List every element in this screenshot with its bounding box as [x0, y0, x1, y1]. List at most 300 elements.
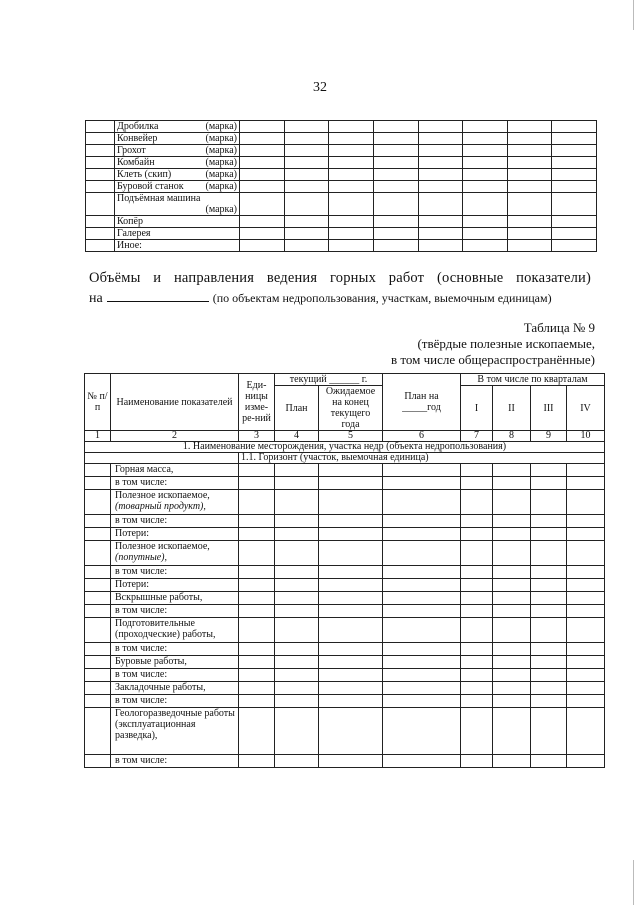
indicator-row — [85, 682, 605, 695]
equipment-value-cell — [552, 240, 597, 252]
equipment-name-cell — [115, 216, 240, 228]
equipment-num-cell — [86, 157, 115, 169]
equipment-value-cell — [240, 121, 285, 133]
indicator-label-cell — [111, 528, 239, 541]
equipment-value-cell — [284, 145, 329, 157]
indicator-label: Горная масса, — [115, 464, 174, 475]
indicator-value-cell — [461, 515, 493, 528]
indicator-value-cell — [567, 669, 605, 682]
equipment-value-cell — [329, 216, 374, 228]
section-row — [85, 442, 605, 453]
indicator-label: в том числе: — [115, 643, 168, 654]
indicator-row — [85, 605, 605, 618]
indicator-value-cell — [383, 477, 461, 490]
equipment-value-cell — [463, 121, 508, 133]
equipment-value-cell — [418, 121, 463, 133]
equipment-value-cell — [284, 216, 329, 228]
column-number: 5 — [319, 431, 383, 442]
header-plan: План — [275, 386, 319, 431]
equipment-value-cell — [507, 216, 552, 228]
indicator-value-cell — [531, 618, 567, 643]
indicator-value-cell — [567, 682, 605, 695]
indicator-value-cell — [319, 477, 383, 490]
indicator-value-cell — [567, 708, 605, 755]
column-number: 9 — [531, 431, 567, 442]
equipment-name: Дробилка — [117, 121, 159, 132]
indicator-value-cell — [319, 669, 383, 682]
indicator-value-cell — [319, 528, 383, 541]
indicator-num-cell — [85, 695, 111, 708]
equipment-value-cell — [329, 169, 374, 181]
indicator-value-cell — [461, 669, 493, 682]
indicator-value-cell — [531, 682, 567, 695]
indicator-label: Подготовительные (проходческие) работы, — [115, 618, 216, 640]
indicator-row — [85, 541, 605, 566]
indicator-num-cell — [85, 643, 111, 656]
indicator-value-cell — [319, 579, 383, 592]
indicator-value-cell — [319, 605, 383, 618]
indicator-value-cell — [461, 656, 493, 669]
indicator-value-cell — [383, 656, 461, 669]
indicator-num-cell — [85, 464, 111, 477]
column-number: 2 — [111, 431, 239, 442]
header-name: Наименование показателей — [111, 374, 239, 431]
header-q4: IV — [567, 386, 605, 431]
indicator-value-cell — [531, 708, 567, 755]
indicator-num-cell — [85, 755, 111, 768]
indicator-value-cell — [493, 464, 531, 477]
equipment-name: Галерея — [117, 228, 151, 239]
equipment-value-cell — [329, 157, 374, 169]
equipment-row — [86, 169, 597, 181]
header-quarters-group: В том числе по кварталам — [461, 374, 605, 386]
equipment-mark: (марка) — [205, 133, 237, 144]
indicator-value-cell — [531, 643, 567, 656]
indicator-value-cell — [383, 515, 461, 528]
equipment-name-cell — [115, 169, 240, 181]
indicator-num-cell — [85, 515, 111, 528]
indicator-row — [85, 592, 605, 605]
equipment-value-cell — [240, 181, 285, 193]
indicator-label-cell — [111, 656, 239, 669]
equipment-name: Иное: — [117, 240, 142, 251]
equipment-value-cell — [463, 169, 508, 181]
equipment-name: Клеть (скип) — [117, 169, 172, 180]
indicator-row — [85, 755, 605, 768]
indicator-value-cell — [567, 490, 605, 515]
date-blank — [107, 289, 209, 302]
header-row-1 — [85, 374, 605, 386]
equipment-value-cell — [418, 157, 463, 169]
indicator-value-cell — [239, 618, 275, 643]
indicator-value-cell — [531, 528, 567, 541]
indicator-label: в том числе: — [115, 477, 168, 488]
table-subtitle-1: (твёрдые полезные ископаемые, — [417, 336, 595, 351]
indicator-row — [85, 643, 605, 656]
equipment-value-cell — [240, 240, 285, 252]
indicators-table — [84, 373, 605, 768]
indicator-value-cell — [239, 605, 275, 618]
table-caption — [391, 320, 595, 368]
indicator-value-cell — [275, 618, 319, 643]
indicator-row — [85, 708, 605, 755]
equipment-value-cell — [507, 121, 552, 133]
equipment-value-cell — [284, 169, 329, 181]
section-heading-line2 — [89, 289, 552, 307]
header-unit: Еди-ницы изме-ре-ний — [239, 374, 275, 431]
indicator-value-cell — [461, 755, 493, 768]
page-number: 32 — [313, 80, 327, 95]
equipment-name: Грохот — [117, 145, 146, 156]
equipment-value-cell — [507, 228, 552, 240]
equipment-value-cell — [463, 157, 508, 169]
equipment-value-cell — [552, 181, 597, 193]
indicator-value-cell — [461, 528, 493, 541]
indicator-value-cell — [461, 605, 493, 618]
equipment-name: Подъёмная машина — [117, 193, 201, 204]
indicator-value-cell — [493, 541, 531, 566]
indicator-value-cell — [239, 755, 275, 768]
indicator-label: в том числе: — [115, 515, 168, 526]
indicator-value-cell — [319, 656, 383, 669]
equipment-value-cell — [240, 216, 285, 228]
indicator-label-cell — [111, 490, 239, 515]
indicator-label: в том числе: — [115, 755, 168, 766]
equipment-name-cell — [115, 181, 240, 193]
indicator-value-cell — [493, 579, 531, 592]
equipment-value-cell — [373, 193, 418, 216]
indicator-label-cell — [111, 643, 239, 656]
indicator-num-cell — [85, 592, 111, 605]
indicator-value-cell — [275, 695, 319, 708]
indicator-value-cell — [493, 605, 531, 618]
equipment-value-cell — [463, 216, 508, 228]
equipment-name-cell — [115, 145, 240, 157]
equipment-num-cell — [86, 181, 115, 193]
indicator-label: Полезное ископаемое, — [115, 490, 210, 501]
header-current-year: текущий ______ г. — [275, 374, 383, 386]
indicator-value-cell — [493, 566, 531, 579]
equipment-value-cell — [418, 193, 463, 216]
column-number: 8 — [493, 431, 531, 442]
indicator-value-cell — [319, 643, 383, 656]
indicator-value-cell — [383, 695, 461, 708]
equipment-value-cell — [329, 133, 374, 145]
indicator-value-cell — [275, 708, 319, 755]
equipment-value-cell — [240, 193, 285, 216]
indicator-value-cell — [239, 477, 275, 490]
equipment-row — [86, 181, 597, 193]
header-num: № п/п — [85, 374, 111, 431]
indicator-value-cell — [383, 541, 461, 566]
indicator-value-cell — [567, 592, 605, 605]
indicator-value-cell — [319, 515, 383, 528]
indicator-value-cell — [567, 464, 605, 477]
equipment-value-cell — [373, 157, 418, 169]
equipment-value-cell — [329, 145, 374, 157]
indicator-label: Полезное ископаемое, — [115, 541, 210, 552]
indicator-value-cell — [567, 528, 605, 541]
equipment-value-cell — [240, 157, 285, 169]
indicator-label: в том числе: — [115, 669, 168, 680]
equipment-name-cell — [115, 240, 240, 252]
equipment-value-cell — [329, 240, 374, 252]
equipment-value-cell — [463, 193, 508, 216]
indicator-value-cell — [239, 490, 275, 515]
indicator-row — [85, 579, 605, 592]
indicator-value-cell — [531, 695, 567, 708]
indicator-value-cell — [493, 592, 531, 605]
indicator-label-cell — [111, 579, 239, 592]
indicator-row — [85, 477, 605, 490]
indicator-value-cell — [383, 682, 461, 695]
indicator-label: Потери: — [115, 528, 150, 539]
indicator-num-cell — [85, 656, 111, 669]
indicator-value-cell — [275, 528, 319, 541]
indicator-value-cell — [319, 755, 383, 768]
equipment-value-cell — [507, 145, 552, 157]
equipment-mark: (марка) — [205, 157, 237, 168]
indicator-value-cell — [531, 464, 567, 477]
indicator-value-cell — [461, 541, 493, 566]
header-q3: III — [531, 386, 567, 431]
equipment-name: Конвейер — [117, 133, 158, 144]
equipment-value-cell — [418, 169, 463, 181]
indicator-value-cell — [531, 755, 567, 768]
indicator-num-cell — [85, 490, 111, 515]
equipment-value-cell — [329, 181, 374, 193]
table-subtitle-2: в том числе общераспространённые) — [391, 352, 595, 367]
indicator-value-cell — [275, 592, 319, 605]
indicator-value-cell — [383, 528, 461, 541]
indicator-label-cell — [111, 755, 239, 768]
equipment-mark: (марка) — [205, 121, 237, 132]
indicator-label: Буровые работы, — [115, 656, 187, 667]
equipment-name-cell — [115, 193, 240, 216]
indicator-value-cell — [493, 708, 531, 755]
indicator-value-cell — [567, 755, 605, 768]
indicator-value-cell — [493, 490, 531, 515]
equipment-value-cell — [373, 121, 418, 133]
equipment-value-cell — [373, 228, 418, 240]
indicator-value-cell — [383, 708, 461, 755]
indicator-value-cell — [319, 682, 383, 695]
equipment-row — [86, 133, 597, 145]
equipment-num-cell — [86, 228, 115, 240]
heading-na: на — [89, 291, 103, 306]
equipment-name-cell — [115, 121, 240, 133]
subsection-title: 1.1. Горизонт (участок, выемочная единица) — [239, 453, 605, 464]
indicator-label: Закладочные работы, — [115, 682, 206, 693]
indicator-value-cell — [239, 695, 275, 708]
indicator-value-cell — [275, 464, 319, 477]
header-expected: Ожидаемое на конец текущего года — [319, 386, 383, 431]
indicator-value-cell — [531, 605, 567, 618]
equipment-row — [86, 228, 597, 240]
indicator-value-cell — [275, 515, 319, 528]
indicator-value-cell — [239, 515, 275, 528]
indicator-label-italic: (попутные), — [115, 552, 167, 563]
indicator-value-cell — [531, 541, 567, 566]
indicator-value-cell — [239, 541, 275, 566]
equipment-num-cell — [86, 121, 115, 133]
indicator-num-cell — [85, 605, 111, 618]
indicator-value-cell — [275, 643, 319, 656]
column-number: 6 — [383, 431, 461, 442]
equipment-value-cell — [373, 181, 418, 193]
equipment-num-cell — [86, 133, 115, 145]
equipment-name-cell — [115, 228, 240, 240]
indicator-value-cell — [567, 618, 605, 643]
subsection-row — [85, 453, 605, 464]
header-q2: II — [493, 386, 531, 431]
equipment-value-cell — [284, 133, 329, 145]
indicator-label: в том числе: — [115, 605, 168, 616]
equipment-value-cell — [284, 181, 329, 193]
indicator-num-cell — [85, 669, 111, 682]
indicator-row — [85, 515, 605, 528]
indicator-value-cell — [493, 695, 531, 708]
edge-mark-top — [633, 0, 634, 30]
indicator-label-italic: (товарный продукт), — [115, 501, 206, 512]
indicator-value-cell — [275, 541, 319, 566]
indicator-value-cell — [461, 490, 493, 515]
equipment-value-cell — [552, 216, 597, 228]
indicator-label-cell — [111, 515, 239, 528]
indicator-row — [85, 490, 605, 515]
indicator-value-cell — [383, 566, 461, 579]
indicator-value-cell — [531, 477, 567, 490]
indicator-value-cell — [275, 566, 319, 579]
equipment-value-cell — [552, 169, 597, 181]
indicator-value-cell — [239, 592, 275, 605]
equipment-value-cell — [418, 216, 463, 228]
indicator-value-cell — [383, 464, 461, 477]
indicator-value-cell — [319, 490, 383, 515]
equipment-value-cell — [373, 216, 418, 228]
equipment-num-cell — [86, 145, 115, 157]
indicator-label-cell — [111, 708, 239, 755]
indicator-row — [85, 618, 605, 643]
indicator-num-cell — [85, 541, 111, 566]
indicator-value-cell — [383, 755, 461, 768]
equipment-value-cell — [463, 228, 508, 240]
indicator-value-cell — [319, 695, 383, 708]
equipment-value-cell — [373, 169, 418, 181]
equipment-value-cell — [418, 133, 463, 145]
equipment-row — [86, 145, 597, 157]
equipment-value-cell — [329, 193, 374, 216]
indicator-value-cell — [275, 682, 319, 695]
equipment-value-cell — [552, 193, 597, 216]
indicator-value-cell — [239, 708, 275, 755]
indicator-value-cell — [319, 618, 383, 643]
equipment-value-cell — [463, 145, 508, 157]
indicator-label-cell — [111, 464, 239, 477]
indicator-value-cell — [275, 755, 319, 768]
indicator-value-cell — [461, 477, 493, 490]
equipment-value-cell — [507, 157, 552, 169]
indicator-label: в том числе: — [115, 566, 168, 577]
indicator-value-cell — [493, 515, 531, 528]
indicator-label: в том числе: — [115, 695, 168, 706]
equipment-value-cell — [373, 133, 418, 145]
indicator-value-cell — [461, 464, 493, 477]
equipment-value-cell — [418, 240, 463, 252]
equipment-value-cell — [373, 240, 418, 252]
equipment-name-cell — [115, 133, 240, 145]
indicator-label: Потери: — [115, 579, 150, 590]
indicator-value-cell — [383, 592, 461, 605]
column-number: 3 — [239, 431, 275, 442]
indicator-value-cell — [383, 643, 461, 656]
column-number: 4 — [275, 431, 319, 442]
equipment-row — [86, 216, 597, 228]
equipment-value-cell — [284, 193, 329, 216]
indicator-label-cell — [111, 541, 239, 566]
equipment-name-cell — [115, 157, 240, 169]
equipment-mark: (марка) — [205, 181, 237, 192]
equipment-num-cell — [86, 216, 115, 228]
indicator-value-cell — [461, 592, 493, 605]
indicator-value-cell — [567, 566, 605, 579]
indicator-value-cell — [493, 682, 531, 695]
equipment-value-cell — [329, 228, 374, 240]
indicator-value-cell — [567, 515, 605, 528]
indicator-label-cell — [111, 592, 239, 605]
indicator-row — [85, 656, 605, 669]
section-heading: Объёмы и направления ведения горных работ (основные показатели) — [89, 270, 591, 286]
indicator-value-cell — [461, 618, 493, 643]
equipment-value-cell — [284, 240, 329, 252]
indicator-value-cell — [383, 669, 461, 682]
subsection-spacer — [85, 453, 239, 464]
equipment-value-cell — [552, 145, 597, 157]
indicator-value-cell — [275, 605, 319, 618]
indicator-value-cell — [493, 669, 531, 682]
equipment-row — [86, 157, 597, 169]
equipment-value-cell — [418, 145, 463, 157]
equipment-table — [85, 120, 597, 252]
indicator-value-cell — [461, 682, 493, 695]
indicator-value-cell — [461, 643, 493, 656]
equipment-value-cell — [240, 169, 285, 181]
indicator-value-cell — [383, 490, 461, 515]
indicator-value-cell — [275, 669, 319, 682]
equipment-value-cell — [463, 133, 508, 145]
indicator-num-cell — [85, 579, 111, 592]
indicator-value-cell — [567, 656, 605, 669]
heading-rest: (по объектам недропользования, участкам, выемочным единицам) — [212, 291, 552, 305]
indicator-num-cell — [85, 682, 111, 695]
indicator-value-cell — [567, 695, 605, 708]
indicator-value-cell — [239, 682, 275, 695]
indicator-label-cell — [111, 605, 239, 618]
indicator-value-cell — [383, 605, 461, 618]
indicator-value-cell — [319, 708, 383, 755]
indicator-value-cell — [239, 579, 275, 592]
indicator-value-cell — [383, 579, 461, 592]
column-numbers-row — [85, 431, 605, 442]
table-number: Таблица № 9 — [523, 320, 595, 335]
indicator-value-cell — [567, 477, 605, 490]
indicator-value-cell — [275, 579, 319, 592]
section-title: 1. Наименование месторождения, участка недр (объекта недропользования) — [85, 442, 605, 453]
indicator-value-cell — [239, 566, 275, 579]
indicator-num-cell — [85, 566, 111, 579]
equipment-value-cell — [507, 169, 552, 181]
indicator-row — [85, 464, 605, 477]
